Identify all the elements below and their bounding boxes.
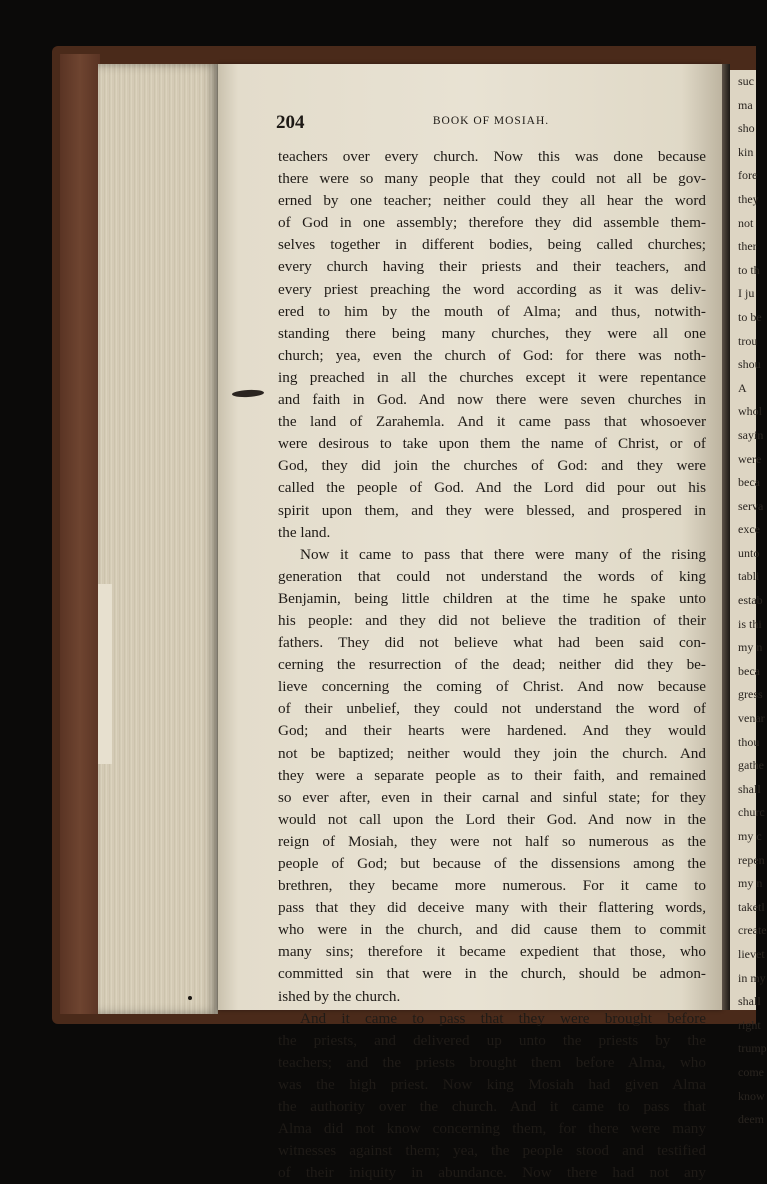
facing-page-fragment: deem bbox=[738, 1112, 764, 1127]
text-line: selves together in different bodies, being called churches; bbox=[278, 236, 706, 254]
facing-page-fragment: sho bbox=[738, 121, 755, 136]
facing-page-fragment: my c bbox=[738, 829, 762, 843]
facing-page-fragment: my n bbox=[738, 876, 763, 891]
facing-page-fragment: in my bbox=[738, 970, 766, 985]
facing-page-fragment: suc bbox=[738, 74, 754, 88]
page-edge-stack bbox=[98, 64, 218, 1014]
facing-page-fragment: thou bbox=[738, 734, 760, 749]
page-gutter bbox=[722, 64, 730, 1010]
facing-page-fragment: is thi bbox=[738, 616, 762, 631]
book-spine-edge bbox=[60, 54, 100, 1014]
text-line: teachers; and the priests brought them before Alma, who bbox=[278, 1053, 706, 1071]
facing-page-fragment: they bbox=[738, 191, 759, 206]
text-line: Now it came to pass that there were many of the rising bbox=[300, 545, 706, 563]
facing-page-fragment: estab bbox=[738, 593, 763, 608]
facing-page-fragment: shall bbox=[738, 781, 761, 796]
text-line: spirit upon them, and they were blessed, and prospered in bbox=[278, 501, 706, 519]
facing-page-fragment: sayin bbox=[738, 427, 764, 442]
facing-page bbox=[730, 70, 767, 1127]
text-line: Benjamin, being little children at the time he spake unto bbox=[278, 589, 706, 607]
text-line: his people: and they did not believe the tradition of their bbox=[278, 611, 706, 629]
text-line: ered to him by the mouth of Alma; and thus, notwith- bbox=[278, 302, 706, 320]
facing-page-fragment: were bbox=[738, 451, 762, 466]
text-line: they were a separate people as to their faith, and remained bbox=[278, 766, 706, 784]
text-line: generation that could not understand the words of king bbox=[278, 567, 706, 585]
text-line: pass that they did deceive many with their flattering words, bbox=[278, 899, 706, 917]
facing-page-fragment: beca bbox=[738, 475, 760, 490]
facing-page-fragment: come bbox=[738, 1064, 764, 1079]
text-line: every priest preaching the word according as it was deliv- bbox=[278, 280, 706, 298]
text-line: reign of Mosiah, they were not half so numerous as the bbox=[278, 832, 706, 850]
text-line: many sins; therefore it became expedient that those, who bbox=[278, 943, 706, 961]
text-line: lieve concerning the coming of Christ. And now because bbox=[278, 678, 706, 696]
text-line: people of God; but because of the dissensions among the bbox=[278, 855, 706, 872]
facing-page-fragment: create bbox=[738, 923, 767, 938]
facing-page-fragment: gress bbox=[738, 687, 763, 702]
text-line: witnesses against them; yea, the people stood and testified bbox=[278, 1142, 706, 1160]
text-line: would not call upon the Lord their God. And now in the bbox=[278, 810, 706, 828]
facing-page-fragment: trou bbox=[738, 333, 758, 348]
facing-page-fragment: not bbox=[738, 215, 754, 230]
text-line: of God in one assembly; therefore they did assemble them- bbox=[278, 214, 706, 232]
facing-page-fragment: shall bbox=[738, 994, 761, 1009]
page-header bbox=[276, 112, 706, 138]
facing-page-fragment: taketl bbox=[738, 899, 765, 914]
facing-page-fragment: shou bbox=[738, 357, 761, 372]
text-line: ished by the church. bbox=[278, 987, 401, 1005]
text-line: so ever after, even in their carnal and sinful state; for they bbox=[278, 788, 706, 806]
facing-page-fragment: churc bbox=[738, 805, 765, 820]
ink-dot bbox=[188, 996, 192, 1000]
text-line: the land. bbox=[278, 523, 331, 541]
facing-page-fragment: know bbox=[738, 1088, 765, 1103]
text-line: church; yea, even the church of God: for there was noth- bbox=[278, 346, 706, 364]
facing-page-fragment: ma bbox=[738, 97, 753, 112]
facing-page-fragment: exce bbox=[738, 522, 760, 537]
facing-page-fragment: whol bbox=[738, 404, 762, 419]
facing-page-fragment: serva bbox=[738, 498, 764, 513]
facing-page-fragment: beca bbox=[738, 663, 760, 678]
facing-page-fragment: venar bbox=[738, 711, 765, 726]
facing-page-fragment: my n bbox=[738, 640, 763, 655]
page-body-text bbox=[278, 146, 706, 1184]
text-line: Alma did not know concerning them, for there were many bbox=[278, 1120, 706, 1138]
text-line: God; and their hearts were hardened. And they would bbox=[278, 722, 706, 740]
text-line: the land of Zarahemla. And it came pass that whosoever bbox=[278, 413, 706, 431]
text-line: who were in the church, and did cause them to commit bbox=[278, 921, 706, 939]
facing-page-fragment: trump bbox=[738, 1041, 767, 1056]
text-line: of their unbelief, they could not understand the word of bbox=[278, 700, 706, 718]
text-line: teachers over every church. Now this was done because bbox=[278, 148, 706, 165]
text-line: every church having their priests and their teachers, and bbox=[278, 258, 706, 276]
text-line: and faith in God. And now there were seven churches in bbox=[278, 391, 706, 409]
facing-page-fragment: I ju bbox=[738, 286, 755, 301]
text-line: cerning the resurrection of the dead; neither did they be- bbox=[278, 656, 706, 674]
page-edge-highlight bbox=[98, 584, 112, 764]
facing-page-fragment: to th bbox=[738, 262, 760, 277]
facing-page-fragment: lievet bbox=[738, 946, 765, 961]
text-line: erned by one teacher; neither could they all hear the word bbox=[278, 192, 706, 210]
text-line: were desirous to take upon them the name of Christ, or of bbox=[278, 435, 706, 453]
text-line: committed sin that were in the church, should be admon- bbox=[278, 965, 706, 983]
text-line: God, they did join the churches of God: and they were bbox=[278, 457, 706, 475]
text-line: of their iniquity in abundance. Now there had not any bbox=[278, 1164, 706, 1182]
text-line: the priests, and delivered up unto the priests by the bbox=[278, 1031, 706, 1049]
facing-page-fragment: right bbox=[738, 1017, 761, 1032]
text-line: the authority over the church. And it came to pass that bbox=[278, 1098, 706, 1116]
text-line: fathers. They did not believe what had been said con- bbox=[278, 634, 706, 652]
facing-page-fragment: to be bbox=[738, 309, 762, 324]
facing-page-fragment: repen bbox=[738, 852, 765, 867]
text-line: was the high priest. Now king Mosiah had given Alma bbox=[278, 1075, 706, 1093]
facing-page-fragment: gathe bbox=[738, 758, 764, 773]
facing-page-fragment: tabli bbox=[738, 569, 760, 584]
text-line: brethren, they became more numerous. For it came to bbox=[278, 877, 706, 895]
facing-page-fragment: kin bbox=[738, 144, 754, 159]
text-line: there were so many people that they could not all be gov- bbox=[278, 170, 706, 188]
text-line: ing preached in all the churches except it were repentance bbox=[278, 368, 706, 386]
text-line: standing there being many churches, they were all one bbox=[278, 324, 706, 342]
facing-page-fragment: A bbox=[738, 380, 747, 395]
facing-page-fragment: unto bbox=[738, 545, 760, 560]
text-line: not be baptized; neither would they join the church. And bbox=[278, 744, 706, 762]
text-line: called the people of God. And the Lord did pour out his bbox=[278, 479, 706, 497]
facing-page-fragment: fore bbox=[738, 168, 758, 183]
facing-page-fragment: ther bbox=[738, 239, 757, 254]
running-head: BOOK OF MOSIAH. bbox=[432, 115, 550, 127]
text-line: And it came to pass that they were brought before bbox=[300, 1009, 706, 1027]
page-number: 204 bbox=[276, 112, 305, 133]
